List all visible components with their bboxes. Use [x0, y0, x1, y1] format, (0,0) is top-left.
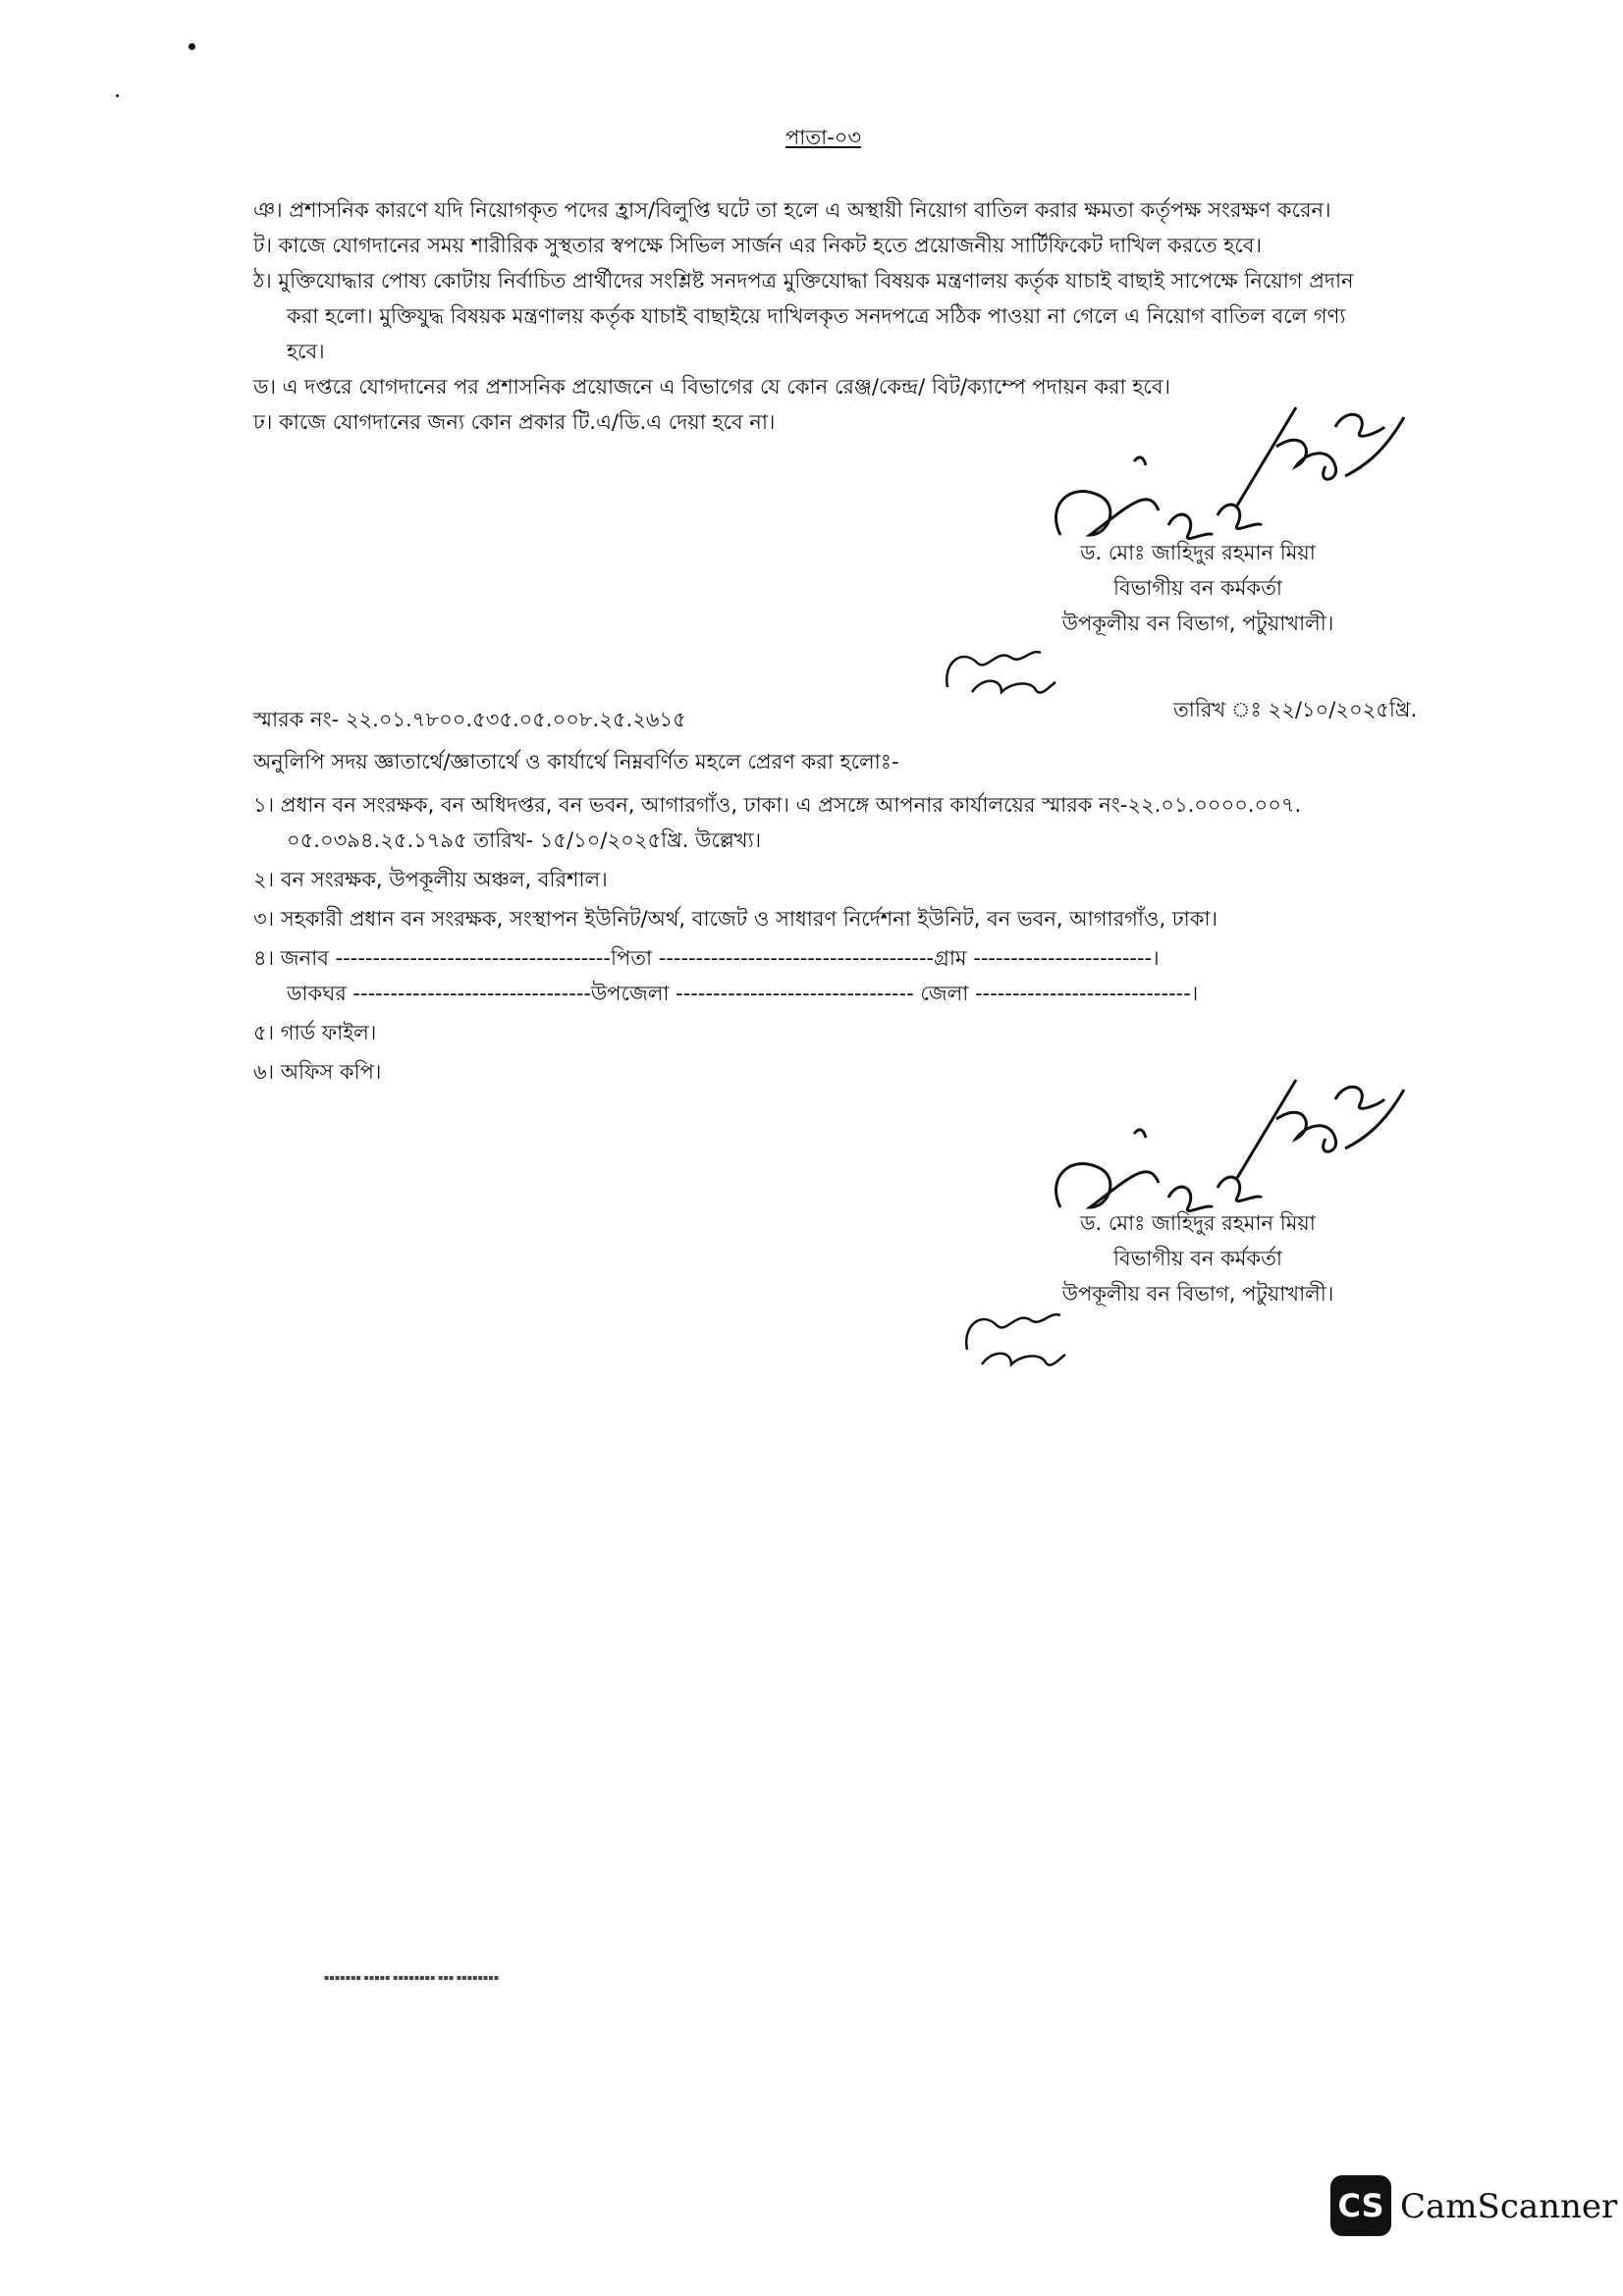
- camscanner-logo: CS: [1330, 2175, 1391, 2236]
- condition-item: ঠ। মুক্তিযোদ্ধার পোষ্য কোটায় নির্বাচিত প্রার্থীদের সংশ্লিষ্ট সনদপত্র মুক্তিযোদ্ধা বিষয়ক মন্ত্রণালয় কর্তৃক যাচাই বাছাই সাপেক্ষে নিয়োগ প্রদান: [253, 269, 1354, 293]
- memo-number: স্মারক নং- ২২.০১.৭৮০০.৫৩৫.০৫.০০৮.২৫.২৬১৫: [253, 708, 686, 731]
- condition-item: ঢ। কাজে যোগদানের জন্য কোন প্রকার টি.এ/ডি.এ দেয়া হবে না।: [253, 410, 776, 434]
- copy-item: ৬। অফিস কপি।: [253, 1060, 382, 1084]
- memo-date: তারিখ ঃ ২২/১০/২০২৫খ্রি.: [1173, 698, 1418, 721]
- footer-print: ▪▪▪▪▪▪▪ ▪▪▪▪▪ ▪▪▪▪▪▪▪▪ ▪▪▪ ▪▪▪▪▪▪▪▪: [324, 1973, 500, 1982]
- signatory-block: [1001, 535, 1394, 641]
- signatory-designation: বিভাগীয় বন কর্মকর্তা: [1112, 576, 1283, 600]
- copy-item-continued: ডাকঘর --------------------------------উপজেলা -------------------------------- জেলা -----------------------------।: [287, 982, 1199, 1005]
- copy-item: ১। প্রধান বন সংরক্ষক, বন অধিদপ্তর, বন ভবন, আগারগাঁও, ঢাকা। এ প্রসঙ্গে আপনার কার্যালয়ের স্মারক নং-২২.০১.০০০০.০০৭.: [253, 793, 1302, 817]
- condition-item-continued: হবে।: [287, 340, 325, 363]
- condition-item: ট। কাজে যোগদানের সময় শারীরিক সুস্থতার স্বপক্ষে সিভিল সার্জন এর নিকট হতে প্রয়োজনীয় সার্টিফিকেট দাখিল করতে হবে।: [253, 234, 1262, 257]
- handwritten-initial: [957, 1306, 1085, 1374]
- copy-item-continued: ০৫.০৩৯৪.২৫.১৭৯৫ তারিখ- ১৫/১০/২০২৫খ্রি. উল্লেখ্য।: [287, 828, 762, 852]
- copy-item: ৪। জনাব -------------------------------------পিতা -------------------------------------গ্রাম ------------------------।: [253, 946, 1160, 970]
- condition-item-continued: করা হলো। মুক্তিযুদ্ধ বিষয়ক মন্ত্রণালয় কর্তৃক যাচাই বাছাইয়ে দাখিলকৃত সনদপত্রে সঠিক পাওয়া না গেলে এ নিয়োগ বাতিল বলে গণ্য: [287, 304, 1346, 328]
- signatory-office: উপকূলীয় বন বিভাগ, পটুয়াখালী।: [1061, 612, 1334, 635]
- signatory-name: ড. মোঃ জাহিদুর রহমান মিয়া: [1080, 541, 1316, 564]
- copy-item: ৫। গার্ড ফাইল।: [253, 1021, 377, 1044]
- signatory-designation: বিভাগীয় বন কর্মকর্তা: [1112, 1247, 1283, 1270]
- signatory-block: [1001, 1205, 1394, 1311]
- signatory-office: উপকূলীয় বন বিভাগ, পটুয়াখালী।: [1061, 1282, 1334, 1306]
- copy-intro: অনুলিপি সদয় জ্ঞাতার্থে/জ্ঞাতার্থে ও কার্যার্থে নিম্নবর্ণিত মহলে প্রেরণ করা হলোঃ-: [253, 750, 899, 774]
- page-label: পাতা-০৩: [785, 126, 862, 149]
- condition-item: ঞ। প্রশাসনিক কারণে যদি নিয়োগকৃত পদের হ্রাস/বিলুপ্তি ঘটে তা হলে এ অস্থায়ী নিয়োগ বাতিল করার ক্ষমতা কর্তৃপক্ষ সংরক্ষণ করেন।: [253, 198, 1331, 222]
- signatory-name: ড. মোঃ জাহিদুর রহমান মিয়া: [1080, 1211, 1316, 1235]
- copy-item: ২। বন সংরক্ষক, উপকূলীয় অঞ্চল, বরিশাল।: [253, 868, 608, 891]
- scan-speck: [116, 94, 119, 97]
- handwritten-initial: [938, 633, 1065, 702]
- condition-item: ড। এ দপ্তরে যোগদানের পর প্রশাসনিক প্রয়োজনে এ বিভাগের যে কোন রেঞ্জ/কেন্দ্র/ বিট/ক্যাম্পে পদায়ন করা হবে।: [253, 375, 1171, 399]
- copy-distribution: [253, 744, 1412, 1090]
- copy-item: ৩। সহকারী প্রধান বন সংরক্ষক, সংস্থাপন ইউনিট/অর্থ, বাজেট ও সাধারণ নির্দেশনা ইউনিট, বন ভবন, আগারগাঁও, ঢাকা।: [253, 907, 1218, 931]
- scan-speck: [189, 43, 195, 50]
- camscanner-watermark: CamScanner: [1400, 2187, 1618, 2226]
